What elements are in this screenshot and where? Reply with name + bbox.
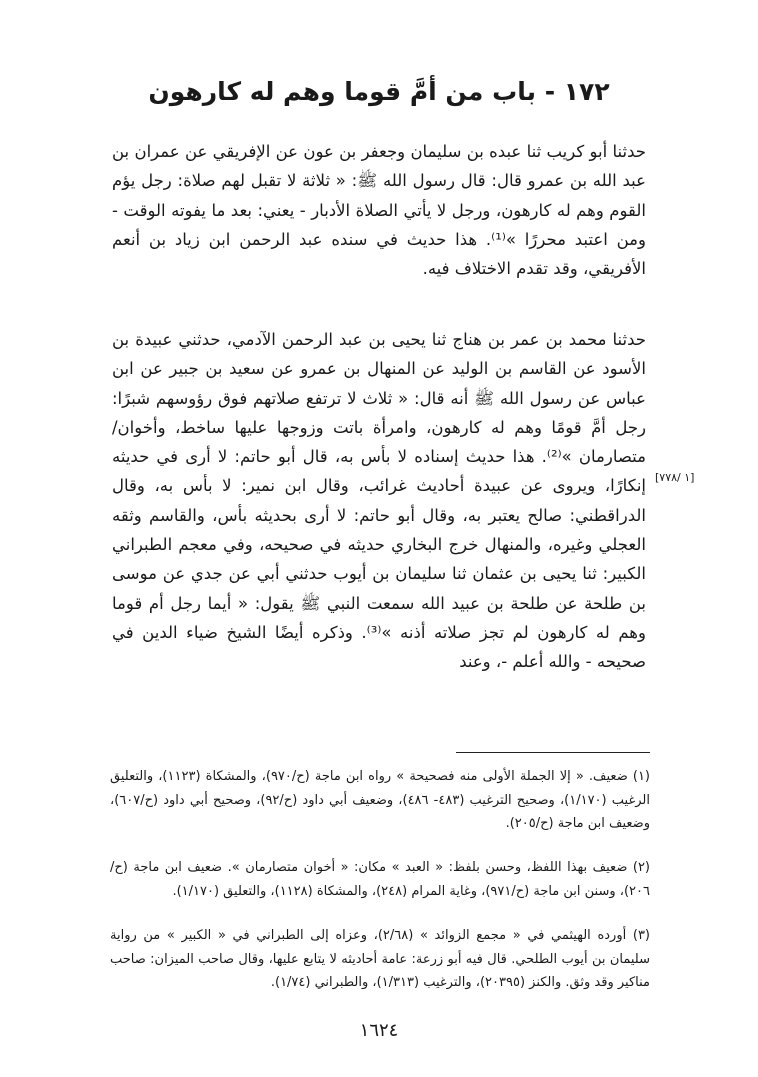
hadith-paragraph-2: حدثنا محمد بن عمر بن هناج ثنا يحيى بن عبد الرحمن الآدمي، حدثني عبيدة بن الأسود عن القاسم بن الوليد عن المنهال بن عمرو عن سعيد بن جبير عن ابن عباس عن رسول الله ﷺ أنه قال: « ثلاث لا ترتفع صلاتهم فوق رؤوسهم شبرًا: رجل أمَّ قومًا وهم له كارهون، وامرأة باتت وزوجها عليها ساخط، وأخوان/ متصارمان »⁽²⁾. هذا حديث إسناده لا بأس به، قال أبو حاتم: لا أرى في حديثه إنكارًا، ويروى عن عبيدة أحاديث غرائب، وقال ابن نمير: لا بأس به، وقال الدراقطني: صالح يعتبر به، وقال أبو حاتم: لا أرى بحديثه بأس، والقاسم وثقه العجلي وغيره، والمنهال خرج البخاري حديثه في صحيحه، وفي معجم الطبراني الكبير: ثنا يحيى بن عثمان ثنا سليمان بن أيوب حدثني أبي عن جدي عن موسى بن طلحة عن طلحة بن عبيد الله سمعت النبي ﷺ يقول: « أيما رجل أم قوما وهم له كارهون لم تجز صلاته أذنه »⁽³⁾. وذكره أيضًا الشيخ ضياء الدين في صحيحه - والله أعلم -، وعند (112, 330, 646, 672)
chapter-heading: ١٧٢ - باب من أمَّ قوما وهم له كارهون (148, 77, 610, 106)
marginal-reference: [١ /٧٧٨] (655, 471, 695, 484)
footnote-3: (٣) أورده الهيثمي في « مجمع الزوائد » (٢/٦٨)، وعزاه إلى الطبراني في « الكبير » من رواية سليمان بن أيوب الطلحي. قال فيه أبو زرعة: عامة أحاديثه لا يتابع عليها، وقال صاحب الميزان: صاحب مناكير وقد وثق. والكنز (٢٠٣٩٥)، والترغيب (١/٣١٣)، والطبراني (١/٧٤). (110, 928, 650, 990)
footnote-1: (١) ضعيف. « إلا الجملة الأولى منه فصحيحة » رواه ابن ماجة (ح/٩٧٠)، والمشكاة (١١٢٣)، والتعليق الرغيب (١/١٧٠)، وصحيح الترغيب (٤٨٣- ٤٨٦)، وضعيف أبي داود (ح/٩٢)، وصحيح أبي داود (ح/٦٠٧)، وضعيف ابن ماجة (ح/٢٠٥). (110, 769, 650, 831)
hadith-paragraph-1: حدثنا أبو كريب ثنا عبده بن سليمان وجعفر بن عون عن الإفريقي عن عمران بن عبد الله بن عمرو قال: قال رسول الله ﷺ: « ثلاثة لا تقبل لهم صلاة: رجل يؤم القوم وهم له كارهون، ورجل لا يأتي الصلاة الأدبار - يعني: بعد ما يفوته الوقت - ومن اعتبد محررًا »⁽¹⁾. هذا حديث في سنده عبد الرحمن ابن زياد بن أنعم الأفريقي، وقد تقدم الاختلاف فيه. (112, 142, 646, 279)
footnote-2: (٢) ضعيف بهذا اللفظ، وحسن بلفظ: « العبد » مكان: « أخوان متصارمان ». ضعيف ابن ماجة (ح/ ٢٠٦)، وسنن ابن ماجة (ح/٩٧١)، وغاية المرام (٢٤٨)، والمشكاة (١١٢٨)، والتعليق (١/١٧٠). (110, 860, 650, 899)
page-number: ١٦٢٤ (359, 1020, 399, 1041)
footnote-separator (456, 752, 650, 753)
